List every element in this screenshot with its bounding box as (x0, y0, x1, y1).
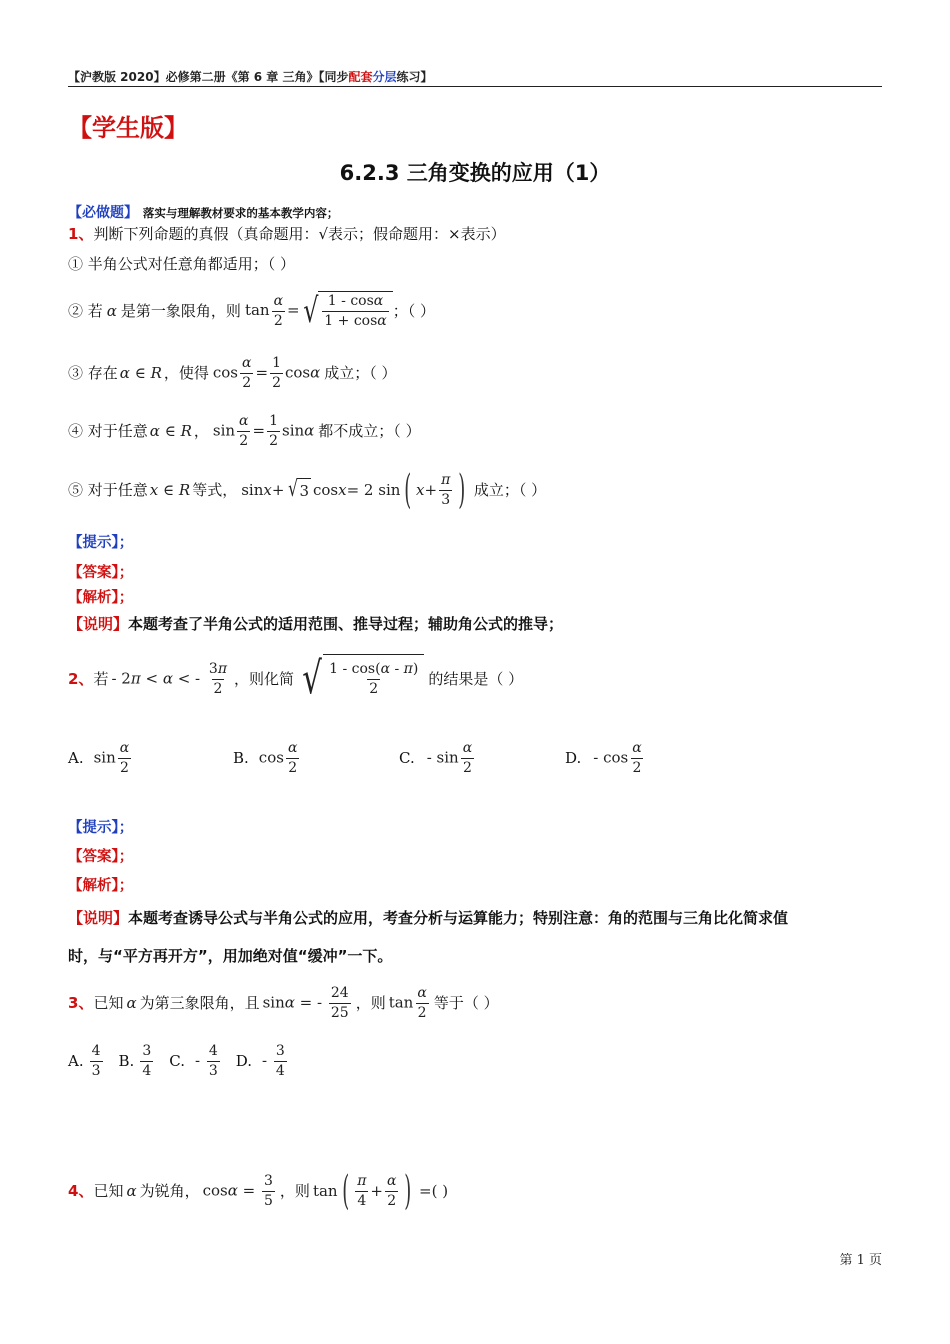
q4-number: 4、 (68, 1182, 94, 1200)
header-text-end: 练习】 (396, 70, 433, 84)
q3-option-c-label: C. (169, 1052, 185, 1070)
q1-s4-pre: ④ 对于任意 (68, 422, 148, 440)
q2-note-text-1: 本题考查诱导公式与半角公式的应用，考查分析与运算能力；特别注意：角的范围与三角比化简求值 (128, 909, 789, 927)
q1-analysis (68, 586, 133, 607)
header-rule (68, 86, 882, 87)
math-x-in-r: x ∈ R (149, 481, 191, 499)
q2-option-b-label: B. (233, 749, 249, 767)
q3-option-b-label: B. (118, 1052, 135, 1070)
q1-note (68, 613, 563, 634)
q2-option-a (68, 736, 133, 780)
answer-label: 【答案】； (68, 849, 134, 865)
q1-s3-pre: ③ 存在 (68, 364, 118, 382)
q1-s5-mid: 等式， (192, 481, 238, 499)
q1-s5-pre: ⑤ 对于任意 (68, 481, 148, 499)
math-cos-half-eq: cos $\frac{\alpha}{2}$ = $\frac{1}{2}$ cosα (212, 354, 321, 391)
answer-label: 【答案】； (68, 565, 134, 581)
analysis-label: 【解析】； (68, 878, 134, 894)
q2-option-c-label: C. (399, 749, 415, 767)
q3-option-a-label: A. (68, 1052, 84, 1070)
header-highlight-1: 配套 (348, 70, 373, 84)
math-alpha-3: α (126, 994, 137, 1012)
q2-option-c (399, 736, 476, 780)
math-alpha: α (106, 302, 117, 320)
math-tan-half-3: tan $\frac{\alpha}{2}$ (388, 984, 427, 1021)
math-auxiliary-angle: sin x + √ 3 cos x = 2 sin ( x + $\frac{\pi}{3}$ ) (241, 467, 466, 513)
math-tan-sum: tan ( $\frac{\pi}{4}$ + $\frac{\alpha}{2}$ ) (312, 1168, 412, 1214)
q3-option-d-value: - $\frac{3}{4}$ (262, 1042, 285, 1079)
q2-pre: 若 (93, 670, 109, 688)
math-sqrt-expression: √ $\frac{1 - \cos(\alpha - \pi)}{2}$ (298, 654, 424, 704)
q1-s2-mid: 是第一象限角，则 (120, 302, 241, 320)
q1-s4-post: 都不成立；（ ） (318, 422, 421, 440)
hint-label: 【提示】； (68, 535, 134, 551)
q4-stem (68, 1166, 448, 1216)
q2-note-line-1 (68, 907, 788, 928)
q1-note-text: 本题考查了半角公式的适用范围、推导过程；辅助角公式的推导； (128, 615, 564, 633)
q3-number: 3、 (68, 994, 94, 1012)
math-alpha-in-r-2: α ∈ R (149, 422, 192, 440)
q4-mid1: 为锐角， (139, 1182, 200, 1200)
q3-option-b-value: $\frac{3}{4}$ (142, 1042, 152, 1079)
math-sin-half: sin $\frac{\alpha}{2}$ (93, 739, 130, 776)
q2-number: 2、 (68, 670, 94, 688)
header-text: 【沪教版 2020】必修第二册《第 6 章 三角》【同步 (68, 70, 349, 84)
math-range: - 2π < α < - $\frac{3\pi}{2}$ (111, 660, 228, 697)
section-desc: 落实与理解教材要求的基本教学内容； (142, 206, 339, 220)
q3-stem (68, 978, 499, 1028)
q2-stem (68, 648, 523, 710)
q1-statement-4 (68, 410, 421, 452)
header-highlight-2: 分层 (372, 70, 397, 84)
q1-s3-post: 成立；（ ） (324, 364, 397, 382)
q1-s2-pre: ② 若 (68, 302, 103, 320)
math-cos-half: cos $\frac{\alpha}{2}$ (258, 739, 298, 776)
note-tag: 【说明】 (68, 615, 129, 633)
student-version-label: 【学生版】 (68, 114, 188, 142)
math-sin-value: sinα = - $\frac{24}{25}$ (262, 984, 349, 1021)
analysis-label: 【解析】； (68, 590, 134, 606)
q2-answer (68, 845, 133, 866)
q3-options (68, 1038, 289, 1084)
math-alpha-in-r: α ∈ R (119, 364, 162, 382)
q1-statement-2 (68, 286, 435, 336)
q2-post: 的结果是（ ） (428, 670, 524, 688)
q2-hint (68, 816, 133, 837)
q3-mid1: 为第三象限角，且 (139, 994, 260, 1012)
q1-stem (68, 224, 506, 244)
math-neg-sin-half: - sin $\frac{\alpha}{2}$ (426, 739, 473, 776)
q1-s3-mid: ，使得 (163, 364, 209, 382)
q1-s5-post: 成立；（ ） (473, 481, 547, 499)
q2-analysis (68, 874, 133, 895)
q3-option-c-value: - $\frac{4}{3}$ (194, 1042, 218, 1079)
q3-option-d-label: D. (235, 1052, 252, 1070)
page-title: 6.2.3 三角变换的应用（1） (339, 161, 611, 185)
q1-statement-3 (68, 352, 397, 394)
q2-option-d (565, 736, 646, 780)
q1-statement-1: ① 半角公式对任意角都适用；（ ） (68, 255, 296, 273)
q4-post: =( ) (419, 1182, 449, 1200)
page-header (68, 68, 433, 85)
q4-pre: 已知 (93, 1182, 124, 1200)
section-heading (68, 202, 338, 222)
q3-pre: 已知 (93, 994, 124, 1012)
q2-option-b (233, 736, 301, 780)
q2-option-d-label: D. (565, 749, 582, 767)
page-number: 第 1 页 (839, 1253, 882, 1268)
section-tag: 【必做题】 (68, 205, 138, 221)
q3-mid2: ，则 (355, 994, 386, 1012)
q1-s2-post: ；（ ） (392, 302, 436, 320)
q3-option-a-value: $\frac{4}{3}$ (91, 1042, 101, 1079)
q4-mid2: ，则 (279, 1182, 310, 1200)
math-neg-cos-half: - cos $\frac{\alpha}{2}$ (593, 739, 642, 776)
math-alpha-4: α (126, 1182, 137, 1200)
q2-note-line-2: 时，与“平方再开方”，用加绝对值“缓冲”一下。 (68, 947, 393, 965)
q2-option-a-label: A. (68, 749, 84, 767)
math-sin-half-eq: sin $\frac{\alpha}{2}$ = $\frac{1}{2}$ sinα (212, 412, 315, 449)
math-tan-half-formula: tan $\frac{\alpha}{2}$ = √ $\frac{1 - \cos\alpha}{1 + \cos\alpha}$ (245, 291, 393, 331)
q1-s4-mid: ， (193, 422, 209, 440)
note-tag: 【说明】 (68, 909, 129, 927)
q3-post: 等于（ ） (433, 994, 499, 1012)
q2-mid: ，则化简 (234, 670, 295, 688)
q1-stem-text: 判断下列命题的真假（真命题用：√表示；假命题用：×表示） (93, 225, 506, 243)
math-cos-value: cosα = $\frac{3}{5}$ (202, 1172, 273, 1209)
q1-statement-5 (68, 468, 546, 512)
hint-label: 【提示】； (68, 820, 134, 836)
q1-hint (68, 531, 133, 552)
q1-number: 1、 (68, 225, 94, 243)
q1-answer (68, 561, 133, 582)
